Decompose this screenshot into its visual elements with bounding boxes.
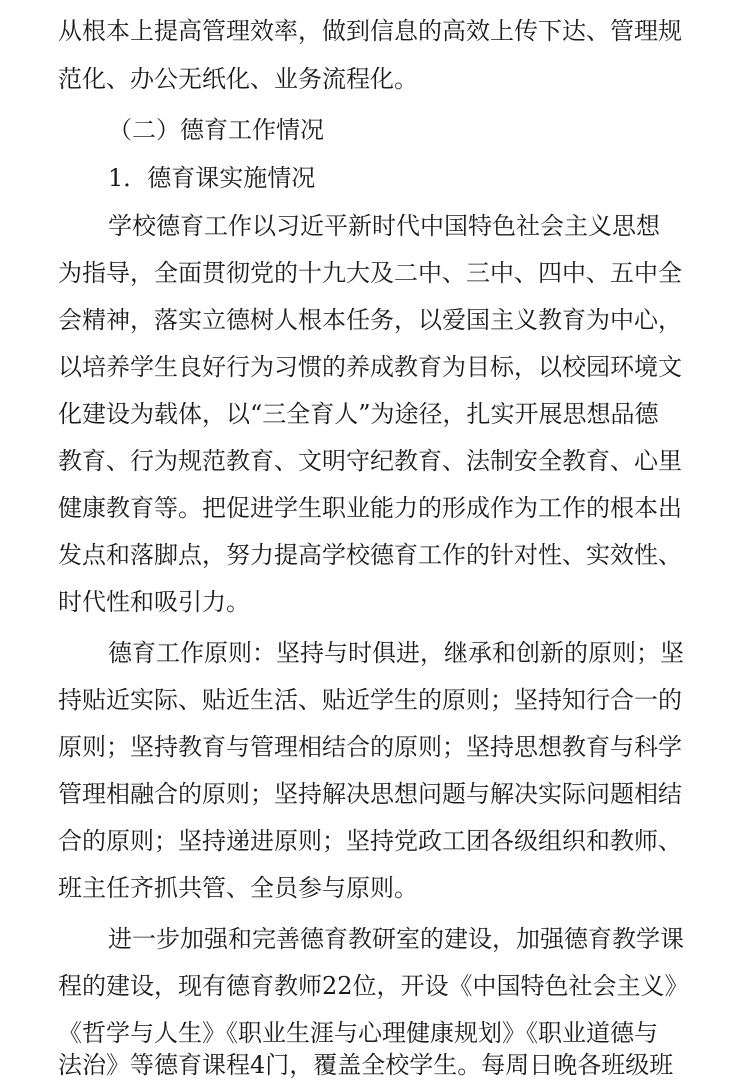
paragraph-line: 程的建设，现有德育教师22位，开设《中国特色社会主义》 [58,972,689,1000]
paragraph-line: 进一步加强和完善德育教研室的建设，加强德育教学课 [108,925,684,953]
paragraph-line: 管理相融合的原则；坚持解决思想问题与解决实际问题相结 [58,780,682,808]
section-heading: （二）德育工作情况 [108,116,324,144]
paragraph-line: 德育工作原则：坚持与时俱进，继承和创新的原则；坚 [108,639,684,667]
paragraph-line: 发点和落脚点，努力提高学校德育工作的针对性、实效性、 [58,541,682,569]
paragraph-line: 学校德育工作以习近平新时代中国特色社会主义思想 [108,212,660,240]
paragraph-line: 健康教育等。把促进学生职业能力的形成作为工作的根本出 [58,494,682,522]
paragraph-line: 法治》等德育课程4门，覆盖全校学生。每周日晚各班级班 [58,1051,674,1079]
paragraph-line: 教育、行为规范教育、文明守纪教育、法制安全教育、心里 [58,447,682,475]
subsection-heading: 1．德育课实施情况 [108,164,316,192]
paragraph-line: 以培养学生良好行为习惯的养成教育为目标，以校园环境文 [58,353,682,381]
paragraph-line: 会精神，落实立德树人根本任务，以爱国主义教育为中心， [58,306,682,334]
paragraph-line: 合的原则；坚持递进原则；坚持党政工团各级组织和教师、 [58,827,682,855]
paragraph-line: 化建设为载体，以“三全育人”为途径，扎实开展思想品德 [58,400,659,428]
paragraph-line: 班主任齐抓共管、全员参与原则。 [58,874,418,902]
paragraph-line: 持贴近实际、贴近生活、贴近学生的原则；坚持知行合一的 [58,686,682,714]
paragraph-line: 原则；坚持教育与管理相结合的原则；坚持思想教育与科学 [58,733,682,761]
paragraph-line: 时代性和吸引力。 [58,588,250,616]
paragraph-line: 为指导，全面贯彻党的十九大及二中、三中、四中、五中全 [58,259,682,287]
text-line: 范化、办公无纸化、业务流程化。 [58,65,418,93]
paragraph-line: 《哲学与人生》《职业生涯与心理健康规划》《职业道德与 [58,1019,658,1047]
text-line: 从根本上提高管理效率，做到信息的高效上传下达、管理规 [58,17,682,45]
